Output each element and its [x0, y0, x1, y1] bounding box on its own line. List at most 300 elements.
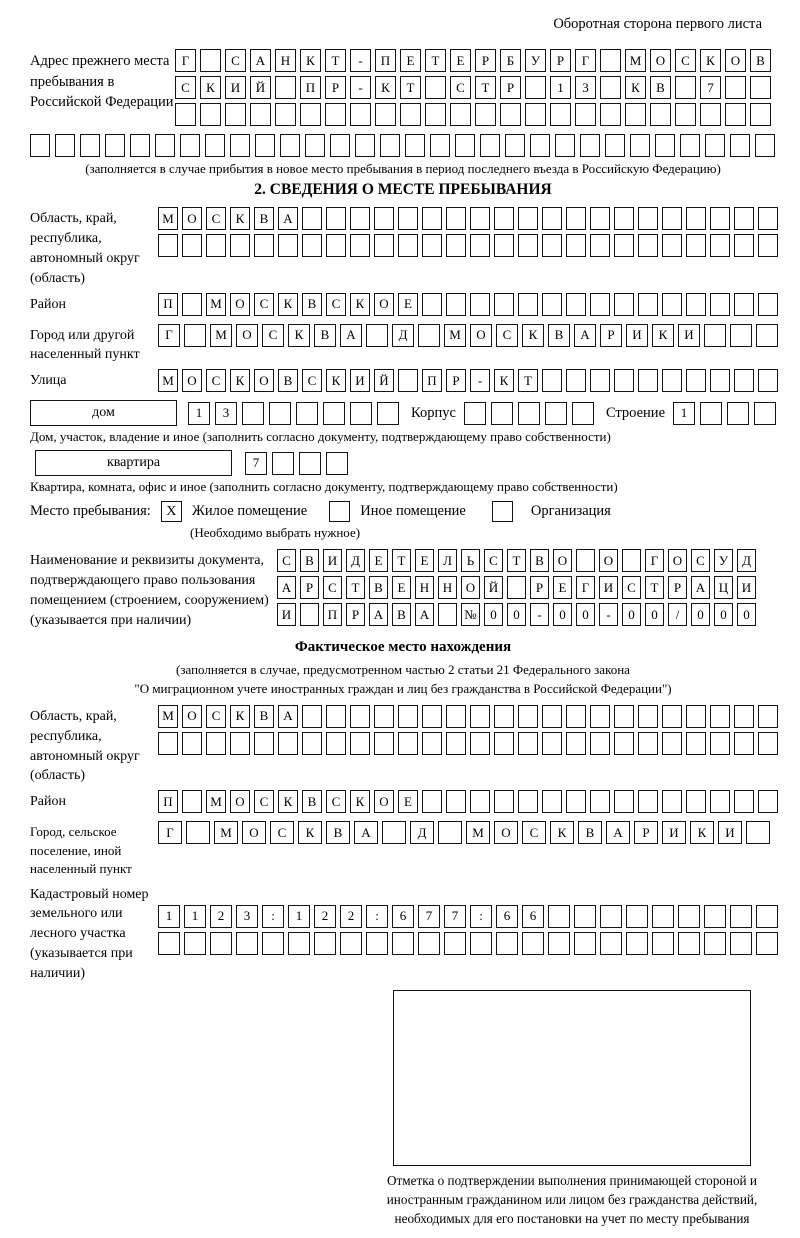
char-cell [302, 207, 322, 230]
char-cell [710, 293, 730, 316]
char-cell [750, 76, 771, 99]
char-cell [422, 293, 442, 316]
char-cell [710, 732, 730, 755]
char-cell: К [230, 369, 250, 392]
char-cell [272, 452, 294, 475]
char-cell: С [262, 324, 284, 347]
char-cell [470, 932, 492, 955]
char-cell [518, 234, 538, 257]
apartment-number-cells [245, 452, 348, 475]
char-cell [638, 207, 658, 230]
char-cell [374, 705, 394, 728]
char-cell [446, 234, 466, 257]
char-cell [288, 932, 310, 955]
char-cell [155, 134, 175, 157]
char-cell [545, 402, 567, 425]
char-cell: П [300, 76, 321, 99]
char-cell: 0 [484, 603, 503, 626]
char-cell [350, 402, 372, 425]
char-cell [296, 402, 318, 425]
char-cell: Е [400, 49, 421, 72]
char-cell [686, 705, 706, 728]
char-cell [158, 932, 180, 955]
char-cell: О [494, 821, 518, 844]
prev-address-row-2 [175, 76, 776, 99]
char-cell [600, 905, 622, 928]
char-cell: В [254, 207, 274, 230]
char-cell [566, 705, 586, 728]
char-cell: 0 [737, 603, 756, 626]
char-cell [275, 76, 296, 99]
char-cell [280, 134, 300, 157]
char-cell: К [350, 790, 370, 813]
char-cell: Р [300, 576, 319, 599]
char-cell [725, 76, 746, 99]
char-cell: Т [346, 576, 365, 599]
char-cell [269, 402, 291, 425]
char-cell [754, 402, 776, 425]
char-cell [756, 932, 778, 955]
char-cell: К [625, 76, 646, 99]
char-cell [377, 402, 399, 425]
char-cell [302, 234, 322, 257]
char-cell [550, 103, 571, 126]
char-cell: : [366, 905, 388, 928]
char-cell [105, 134, 125, 157]
char-cell [374, 732, 394, 755]
char-cell [158, 234, 178, 257]
char-cell [494, 732, 514, 755]
char-cell [704, 324, 726, 347]
char-cell [710, 790, 730, 813]
char-cell: Н [415, 576, 434, 599]
char-cell: Т [325, 49, 346, 72]
char-cell [350, 234, 370, 257]
char-cell [254, 234, 274, 257]
char-cell: Д [410, 821, 434, 844]
char-cell: С [484, 549, 503, 572]
char-cell [494, 293, 514, 316]
char-cell [614, 790, 634, 813]
char-cell: - [530, 603, 549, 626]
char-cell [366, 324, 388, 347]
char-cell [662, 705, 682, 728]
apartment-note: Квартира, комната, офис и иное (заполнить согласно документу, подтверждающему право собственности) [30, 479, 618, 495]
char-cell [525, 103, 546, 126]
char-cell [518, 402, 540, 425]
char-cell: С [326, 293, 346, 316]
char-cell: У [714, 549, 733, 572]
char-cell [184, 324, 206, 347]
char-cell: О [725, 49, 746, 72]
char-cell: 1 [550, 76, 571, 99]
char-cell: К [288, 324, 310, 347]
char-cell: Т [645, 576, 664, 599]
actual-location-note-2: "О миграционном учете иностранных граждан и лиц без гражданства в Российской Федерации") [134, 680, 672, 696]
char-cell [576, 549, 595, 572]
char-cell [262, 932, 284, 955]
char-cell: В [302, 293, 322, 316]
char-cell: С [206, 705, 226, 728]
char-cell [686, 732, 706, 755]
char-cell [566, 207, 586, 230]
char-cell: П [375, 49, 396, 72]
char-cell: А [278, 705, 298, 728]
char-cell: 6 [392, 905, 414, 928]
prev-address-row-1 [175, 49, 776, 72]
char-cell: Т [475, 76, 496, 99]
char-cell [626, 905, 648, 928]
char-cell [605, 134, 625, 157]
char-cell: Н [275, 49, 296, 72]
char-cell [650, 103, 671, 126]
char-cell: Р [325, 76, 346, 99]
char-cell: М [158, 207, 178, 230]
char-cell [675, 76, 696, 99]
char-cell [475, 103, 496, 126]
char-cell [542, 293, 562, 316]
char-cell [80, 134, 100, 157]
char-cell [494, 234, 514, 257]
char-cell [254, 732, 274, 755]
char-cell: И [323, 549, 342, 572]
char-cell [326, 452, 348, 475]
char-cell [350, 705, 370, 728]
char-cell: В [278, 369, 298, 392]
char-cell: М [158, 705, 178, 728]
prev-address-block [30, 49, 776, 130]
district-label: Район [30, 296, 66, 312]
char-cell [750, 103, 771, 126]
char-cell [710, 234, 730, 257]
char-cell: Г [158, 821, 182, 844]
char-cell: К [690, 821, 714, 844]
char-cell [705, 134, 725, 157]
char-cell: С [225, 49, 246, 72]
char-cell [464, 402, 486, 425]
char-cell [600, 76, 621, 99]
char-cell: Р [500, 76, 521, 99]
char-cell [590, 293, 610, 316]
char-cell [638, 705, 658, 728]
char-cell: : [470, 905, 492, 928]
char-cell [230, 732, 250, 755]
char-cell [638, 369, 658, 392]
actual-region-label: Область, край, республика, автономный округ (область) [30, 708, 140, 784]
char-cell: Г [175, 49, 196, 72]
char-cell: Е [392, 576, 411, 599]
prev-address-label: Адрес прежнего места пребывания в Российской Федерации [30, 53, 174, 111]
char-cell [302, 732, 322, 755]
char-cell [542, 369, 562, 392]
char-cell [580, 134, 600, 157]
char-cell: А [415, 603, 434, 626]
char-cell [175, 103, 196, 126]
char-cell [275, 103, 296, 126]
char-cell [398, 234, 418, 257]
char-cell [446, 705, 466, 728]
char-cell: В [548, 324, 570, 347]
char-cell: Р [446, 369, 466, 392]
char-cell: 2 [340, 905, 362, 928]
city-block [30, 324, 776, 366]
char-cell: И [737, 576, 756, 599]
char-cell: Д [392, 324, 414, 347]
char-cell: 0 [507, 603, 526, 626]
cadastral-row-2 [158, 932, 778, 955]
char-cell: О [470, 324, 492, 347]
char-cell: М [206, 293, 226, 316]
char-cell: О [182, 705, 202, 728]
char-cell [182, 790, 202, 813]
char-cell [614, 234, 634, 257]
char-cell [494, 705, 514, 728]
char-cell [572, 402, 594, 425]
char-cell [756, 324, 778, 347]
char-cell: К [300, 49, 321, 72]
char-cell [614, 732, 634, 755]
char-cell: 1 [288, 905, 310, 928]
section2-title: 2. СВЕДЕНИЯ О МЕСТЕ ПРЕБЫВАНИЯ [254, 181, 552, 198]
option-organization-label: Организация [530, 503, 611, 520]
char-cell [374, 207, 394, 230]
char-cell [730, 905, 752, 928]
char-cell [494, 207, 514, 230]
char-cell [734, 369, 754, 392]
char-cell [614, 293, 634, 316]
char-cell [700, 402, 722, 425]
char-cell [734, 705, 754, 728]
actual-district-row [158, 790, 778, 813]
char-cell [625, 103, 646, 126]
char-cell: С [675, 49, 696, 72]
char-cell: Й [484, 576, 503, 599]
char-cell [686, 293, 706, 316]
char-cell: К [700, 49, 721, 72]
char-cell [422, 234, 442, 257]
actual-location-note-1: (заполняется в случае, предусмотренном частью 2 статьи 21 Федерального закона [176, 661, 630, 677]
char-cell: В [392, 603, 411, 626]
char-cell [398, 369, 418, 392]
char-cell [230, 234, 250, 257]
char-cell [686, 790, 706, 813]
char-cell [574, 905, 596, 928]
char-cell [470, 790, 490, 813]
char-cell: - [599, 603, 618, 626]
char-cell [600, 932, 622, 955]
char-cell [680, 134, 700, 157]
char-cell [236, 932, 258, 955]
char-cell [734, 207, 754, 230]
char-cell: С [302, 369, 322, 392]
char-cell [392, 932, 414, 955]
char-cell [55, 134, 75, 157]
char-cell [730, 134, 750, 157]
char-cell [422, 705, 442, 728]
stay-choose-note: (Необходимо выбрать нужное) [190, 525, 361, 541]
char-cell [756, 905, 778, 928]
char-cell [366, 932, 388, 955]
char-cell [182, 293, 202, 316]
char-cell: С [450, 76, 471, 99]
char-cell: - [350, 49, 371, 72]
char-cell: Р [668, 576, 687, 599]
char-cell [380, 134, 400, 157]
char-cell [518, 293, 538, 316]
city-row [158, 324, 778, 347]
page-side-note: Оборотная сторона первого листа [553, 16, 762, 32]
char-cell [542, 207, 562, 230]
char-cell [758, 369, 778, 392]
char-cell: А [574, 324, 596, 347]
char-cell: В [650, 76, 671, 99]
char-cell: Н [438, 576, 457, 599]
char-cell: 1 [184, 905, 206, 928]
char-cell [574, 932, 596, 955]
char-cell [614, 705, 634, 728]
region-block [30, 207, 776, 289]
char-cell [518, 732, 538, 755]
char-cell: Р [634, 821, 658, 844]
char-cell [662, 369, 682, 392]
char-cell: В [326, 821, 350, 844]
char-cell: О [553, 549, 572, 572]
char-cell: И [350, 369, 370, 392]
char-cell: К [298, 821, 322, 844]
char-cell: О [182, 369, 202, 392]
char-cell [242, 402, 264, 425]
char-cell: / [668, 603, 687, 626]
actual-region-row-2 [158, 732, 778, 755]
char-cell [590, 705, 610, 728]
char-cell: К [550, 821, 574, 844]
char-cell [425, 76, 446, 99]
char-cell [422, 790, 442, 813]
char-cell: К [652, 324, 674, 347]
char-cell: 1 [188, 402, 210, 425]
cadastral-block [30, 883, 776, 984]
char-cell [525, 76, 546, 99]
actual-city-label: Город, сельское поселение, иной населенный пункт [30, 824, 132, 877]
char-cell [158, 732, 178, 755]
char-cell [638, 790, 658, 813]
actual-location-title: Фактическое место нахождения [294, 638, 512, 655]
char-cell [200, 103, 221, 126]
char-cell [30, 134, 50, 157]
char-cell: М [214, 821, 238, 844]
prev-address-row-3 [175, 103, 776, 126]
char-cell: 0 [645, 603, 664, 626]
char-cell [398, 732, 418, 755]
char-cell: Г [576, 576, 595, 599]
char-cell [710, 705, 730, 728]
char-cell [300, 103, 321, 126]
char-cell: № [461, 603, 480, 626]
char-cell: Е [553, 576, 572, 599]
char-cell: 2 [210, 905, 232, 928]
option-residential-label: Жилое помещение [191, 503, 308, 520]
char-cell [590, 207, 610, 230]
char-cell: И [225, 76, 246, 99]
region-row-1 [158, 207, 778, 230]
char-cell: В [369, 576, 388, 599]
char-cell: : [262, 905, 284, 928]
char-cell [704, 932, 726, 955]
char-cell [500, 103, 521, 126]
char-cell [638, 234, 658, 257]
district-row [158, 293, 778, 316]
city-label: Город или другой населенный пункт [30, 327, 140, 363]
street-row [158, 369, 778, 392]
cadastral-row-1 [158, 905, 778, 928]
char-cell [734, 234, 754, 257]
char-cell [626, 932, 648, 955]
char-cell [326, 207, 346, 230]
char-cell [350, 103, 371, 126]
char-cell: 6 [522, 905, 544, 928]
char-cell [206, 732, 226, 755]
char-cell: 2 [314, 905, 336, 928]
char-cell: А [277, 576, 296, 599]
document-label: Наименование и реквизиты документа, подтверждающего право пользования помещением (строением, сооружением) (указывается при наличии) [30, 553, 269, 628]
char-cell: А [354, 821, 378, 844]
korpus-label: Корпус [411, 404, 456, 421]
char-cell [230, 134, 250, 157]
stroenie-cells [673, 402, 776, 425]
char-cell: У [525, 49, 546, 72]
char-cell [470, 234, 490, 257]
char-cell [350, 207, 370, 230]
house-note: Дом, участок, владение и иное (заполнить согласно документу, подтверждающему право собственности) [30, 429, 611, 445]
char-cell: С [254, 293, 274, 316]
char-cell: О [230, 790, 250, 813]
char-cell: 0 [553, 603, 572, 626]
char-cell: М [444, 324, 466, 347]
char-cell: О [230, 293, 250, 316]
char-cell [182, 234, 202, 257]
actual-region-block [30, 705, 776, 787]
char-cell [590, 369, 610, 392]
char-cell: 7 [418, 905, 440, 928]
prev-address-note: (заполняется в случае прибытия в новое место пребывания в период последнего въезда в Российскую Федерацию) [85, 161, 721, 176]
actual-district-label: Район [30, 794, 66, 810]
char-cell: А [606, 821, 630, 844]
char-cell [566, 293, 586, 316]
char-cell: О [254, 369, 274, 392]
stroenie-label: Строение [605, 404, 665, 421]
char-cell: М [158, 369, 178, 392]
char-cell [662, 207, 682, 230]
char-cell [746, 821, 770, 844]
char-cell: П [422, 369, 442, 392]
char-cell [444, 932, 466, 955]
char-cell: И [277, 603, 296, 626]
char-cell [758, 293, 778, 316]
char-cell: В [314, 324, 336, 347]
char-cell: Р [600, 324, 622, 347]
char-cell: Т [507, 549, 526, 572]
district-block [30, 293, 776, 320]
char-cell: М [466, 821, 490, 844]
char-cell [758, 207, 778, 230]
char-cell [590, 790, 610, 813]
char-cell: В [750, 49, 771, 72]
char-cell: О [182, 207, 202, 230]
house-row [30, 400, 776, 426]
char-cell [522, 932, 544, 955]
actual-city-block [30, 821, 776, 878]
char-cell [470, 705, 490, 728]
